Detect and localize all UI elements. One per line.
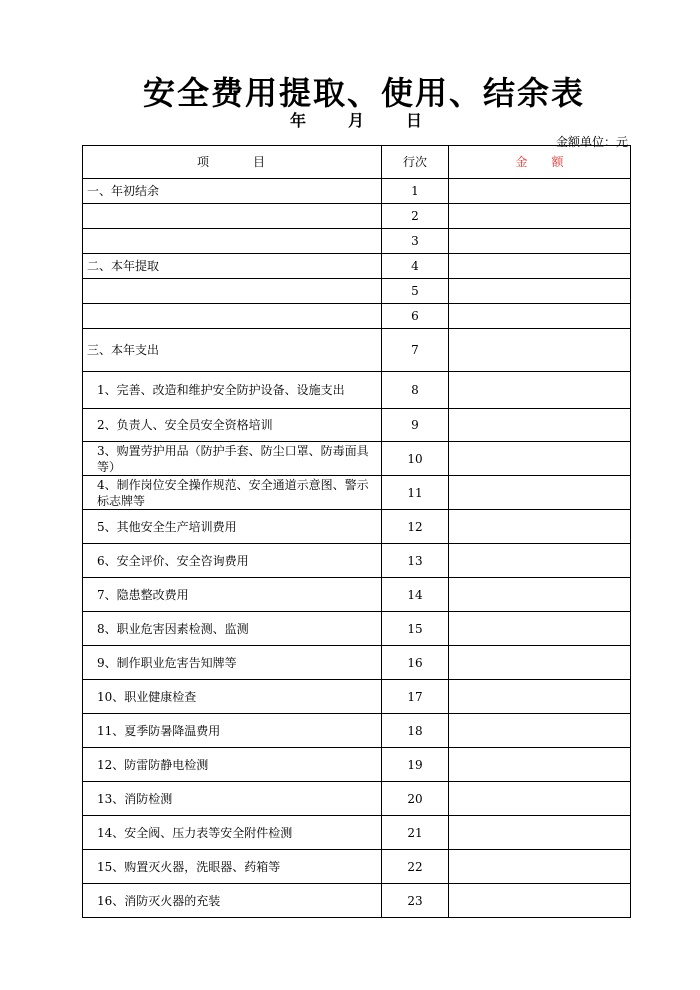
row-amount[interactable] — [449, 329, 631, 372]
row-number: 8 — [382, 372, 449, 409]
row-number: 12 — [382, 510, 449, 544]
row-amount[interactable] — [449, 816, 631, 850]
table-row — [83, 850, 631, 884]
row-number: 22 — [382, 850, 449, 884]
row-item — [83, 229, 382, 254]
row-number: 16 — [382, 646, 449, 680]
table-row — [83, 782, 631, 816]
table-row — [83, 409, 631, 442]
row-amount[interactable] — [449, 578, 631, 612]
row-amount[interactable] — [449, 204, 631, 229]
row-number: 4 — [382, 254, 449, 279]
row-number: 20 — [382, 782, 449, 816]
row-amount[interactable] — [449, 179, 631, 204]
row-item: 14、安全阀、压力表等安全附件检测 — [83, 816, 382, 850]
row-number: 11 — [382, 476, 449, 510]
row-number: 15 — [382, 612, 449, 646]
row-item: 8、职业危害因素检测、监测 — [83, 612, 382, 646]
table-row — [83, 884, 631, 918]
table-row — [83, 748, 631, 782]
table-row — [83, 229, 631, 254]
row-item: 16、消防灭火器的充装 — [83, 884, 382, 918]
row-item: 4、制作岗位安全操作规范、安全通道示意图、警示标志牌等 — [83, 476, 382, 510]
table-row — [83, 646, 631, 680]
row-item — [83, 304, 382, 329]
row-number: 18 — [382, 714, 449, 748]
row-amount[interactable] — [449, 279, 631, 304]
date-year: 年 — [290, 111, 307, 130]
row-item: 6、安全评价、安全咨询费用 — [83, 544, 382, 578]
row-number: 9 — [382, 409, 449, 442]
row-amount[interactable] — [449, 372, 631, 409]
row-number: 19 — [382, 748, 449, 782]
row-item: 二、本年提取 — [83, 254, 382, 279]
row-amount[interactable] — [449, 680, 631, 714]
table-row — [83, 680, 631, 714]
row-amount[interactable] — [449, 748, 631, 782]
row-number: 17 — [382, 680, 449, 714]
row-number: 10 — [382, 442, 449, 476]
table-row — [83, 279, 631, 304]
table-row — [83, 816, 631, 850]
row-item: 5、其他安全生产培训费用 — [83, 510, 382, 544]
row-number: 23 — [382, 884, 449, 918]
row-amount[interactable] — [449, 544, 631, 578]
amount-unit-label: 金额单位：元 — [555, 135, 628, 149]
row-number: 1 — [382, 179, 449, 204]
table-row — [83, 204, 631, 229]
row-amount[interactable] — [449, 714, 631, 748]
row-amount[interactable] — [449, 612, 631, 646]
row-item: 15、购置灭火器，洗眼器、药箱等 — [83, 850, 382, 884]
row-amount[interactable] — [449, 476, 631, 510]
row-amount[interactable] — [449, 646, 631, 680]
date-day: 日 — [406, 111, 423, 130]
row-amount[interactable] — [449, 782, 631, 816]
header-item: 项 目 — [83, 146, 382, 179]
table-row — [83, 372, 631, 409]
table-row — [83, 442, 631, 476]
table-row — [83, 714, 631, 748]
row-amount[interactable] — [449, 304, 631, 329]
page-title: 安全费用提取、使用、结余表 — [142, 74, 585, 112]
row-number: 7 — [382, 329, 449, 372]
table-header-row — [83, 146, 631, 179]
row-item: 10、职业健康检查 — [83, 680, 382, 714]
row-item: 13、消防检测 — [83, 782, 382, 816]
row-item: 1、完善、改造和维护安全防护设备、设施支出 — [83, 372, 382, 409]
table-row — [83, 510, 631, 544]
row-item: 7、隐患整改费用 — [83, 578, 382, 612]
row-amount[interactable] — [449, 442, 631, 476]
row-item — [83, 204, 382, 229]
row-item: 三、本年支出 — [83, 329, 382, 372]
row-amount[interactable] — [449, 510, 631, 544]
row-item: 一、年初结余 — [83, 179, 382, 204]
row-item: 12、防雷防静电检测 — [83, 748, 382, 782]
table-row — [83, 476, 631, 510]
row-item — [83, 279, 382, 304]
table-row — [83, 304, 631, 329]
row-number: 3 — [382, 229, 449, 254]
row-amount[interactable] — [449, 254, 631, 279]
row-amount[interactable] — [449, 850, 631, 884]
row-amount[interactable] — [449, 229, 631, 254]
row-amount[interactable] — [449, 884, 631, 918]
row-item: 11、夏季防暑降温费用 — [83, 714, 382, 748]
table-row — [83, 612, 631, 646]
row-number: 6 — [382, 304, 449, 329]
header-rowno: 行次 — [382, 146, 449, 179]
date-month: 月 — [348, 111, 365, 130]
row-item: 9、制作职业危害告知牌等 — [83, 646, 382, 680]
row-number: 13 — [382, 544, 449, 578]
expense-table — [82, 145, 631, 918]
table-row — [83, 578, 631, 612]
table-row — [83, 179, 631, 204]
row-amount[interactable] — [449, 409, 631, 442]
row-number: 5 — [382, 279, 449, 304]
row-item: 2、负责人、安全员安全资格培训 — [83, 409, 382, 442]
row-number: 2 — [382, 204, 449, 229]
table-row — [83, 329, 631, 372]
row-number: 21 — [382, 816, 449, 850]
table-row — [83, 544, 631, 578]
row-item: 3、购置劳护用品（防护手套、防尘口罩、防毒面具等） — [83, 442, 382, 476]
table-row — [83, 254, 631, 279]
row-number: 14 — [382, 578, 449, 612]
header-amount: 金 额 — [449, 146, 631, 179]
